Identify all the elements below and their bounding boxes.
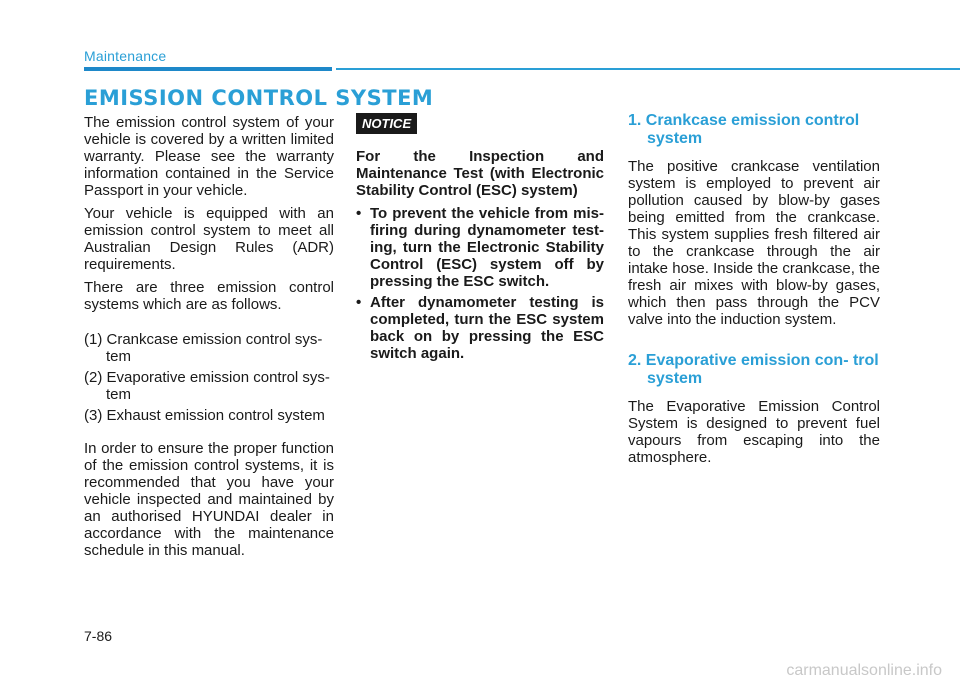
page-number: 7-86 <box>84 628 113 644</box>
column-right <box>628 112 880 472</box>
section-label: Maintenance <box>84 48 167 64</box>
list-item: (1) Crankcase emission control sys- tem <box>84 331 323 365</box>
list-item: • After dynamometer testing is completed, turn the ESC system back on by pressing the ESC switch again. <box>356 294 604 362</box>
list-item: (3) Exhaust emission control system <box>84 407 325 424</box>
notice-badge: NOTICE <box>356 113 417 134</box>
crankcase-heading: 1. Crankcase emission control system <box>628 112 860 147</box>
adr-paragraph: Your vehicle is equipped with an emission control system to meet all Australian Design Rules (ADR) requirements. <box>84 205 334 273</box>
evaporative-heading: 2. Evaporative emission con- trol system <box>628 352 879 387</box>
header-rule-dark <box>84 67 332 71</box>
crankcase-paragraph: The positive crankcase ventilation system is employed to prevent air pollution caused by blow-by gases being emitted from the crankcase. This system supplies fresh filtered air to the crankcase through the air intake hose. Inside the crankcase, the fresh air mixes with blow-by gases, which then pass through the PCV valve into the induction system. <box>628 158 880 328</box>
bullet-icon: • <box>356 294 362 311</box>
maintenance-paragraph: In order to ensure the proper function of the emission control systems, it is recommended that you have your vehicle inspected and maintained by an authorised HYUNDAI dealer in accordance with the maintenance schedule in this manual. <box>84 440 334 559</box>
evaporative-paragraph: The Evaporative Emission Control System is designed to prevent fuel vapours from escaping into the atmosphere. <box>628 398 880 466</box>
notice-title: For the Inspection and Maintenance Test (with Electronic Stability Control (ESC) system) <box>356 148 604 199</box>
notice-bullets <box>356 205 604 362</box>
systems-list <box>84 331 334 424</box>
column-left <box>84 114 334 565</box>
bullet-icon: • <box>356 205 362 222</box>
header-rule-light <box>336 68 960 70</box>
watermark: carmanualsonline.info <box>786 662 942 679</box>
column-middle <box>356 113 604 366</box>
list-item: • To prevent the vehicle from mis- firing during dynamometer test- ing, turn the Electronic Stability Control (ESC) system off by pressing the ESC switch. <box>356 205 604 290</box>
systems-intro-paragraph: There are three emission control systems which are as follows. <box>84 279 334 313</box>
page-title: EMISSION CONTROL SYSTEM <box>84 86 434 110</box>
list-item: (2) Evaporative emission control sys- tem <box>84 369 330 403</box>
intro-paragraph: The emission control system of your vehicle is covered by a written limited warranty. Please see the warranty information contained in the Service Passport in your vehicle. <box>84 114 334 199</box>
